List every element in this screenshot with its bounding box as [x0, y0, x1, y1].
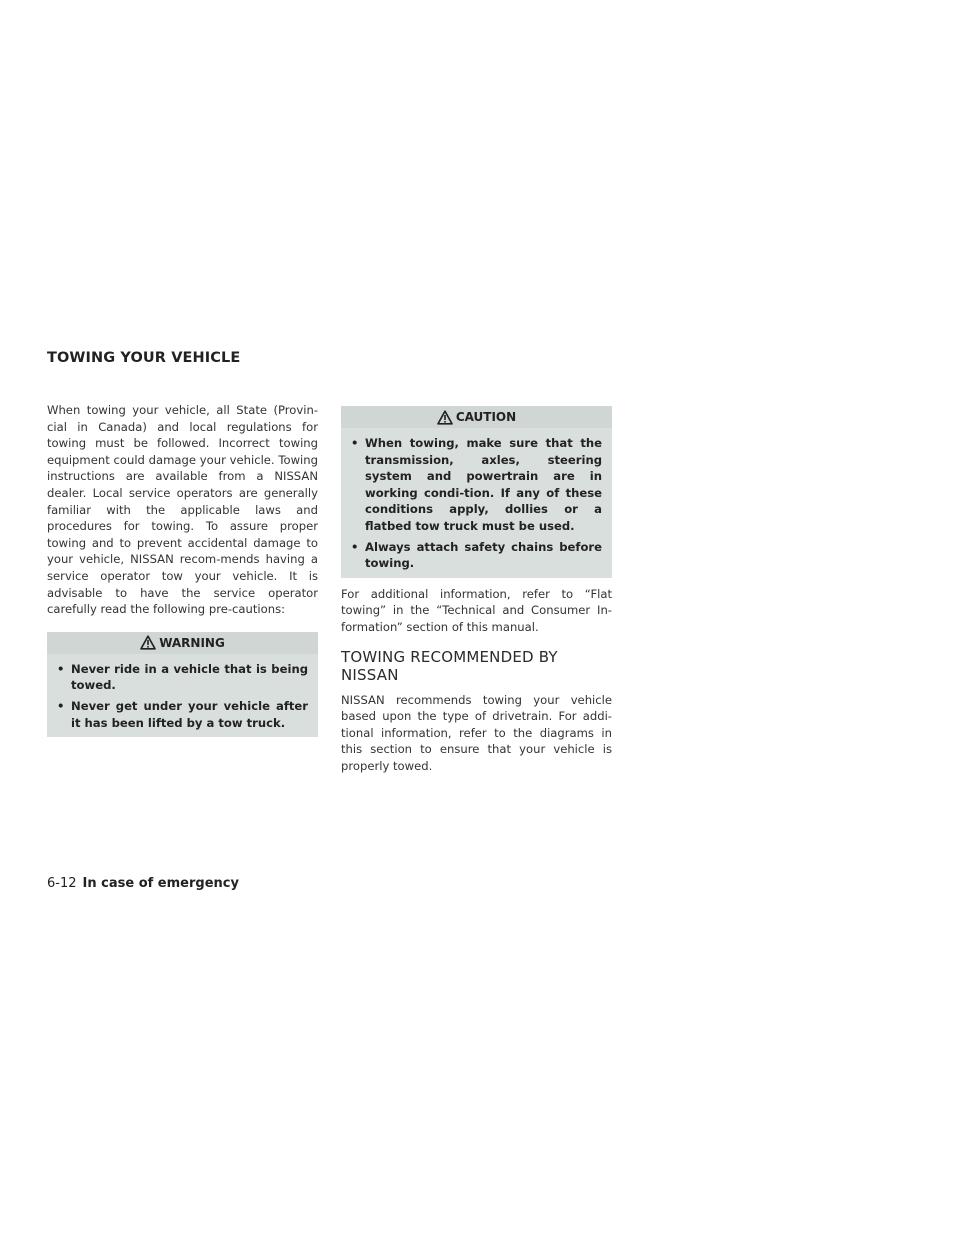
- list-item: [351, 539, 602, 572]
- caution-item-text: When towing, make sure that the transmission, axles, steering system and powertrain are in working condi-tion. If any of these conditions apply, dollies or a flatbed tow truck must be used.: [365, 436, 602, 533]
- bullet: •: [57, 698, 65, 713]
- warning-item-text: Never get under your vehicle after it has been lifted by a tow truck.: [71, 698, 308, 730]
- caution-item-text: Always attach safety chains before towing.: [365, 539, 602, 571]
- warning-box: [47, 632, 318, 737]
- list-item: [351, 435, 602, 535]
- caution-box: [341, 406, 612, 578]
- warning-header: [47, 632, 318, 654]
- page-number: 6-12: [47, 876, 77, 891]
- intro-paragraph: When towing your vehicle, all State (Provin-cial in Canada) and local regulations for towing must be followed. Incorrect towing equipment could damage your vehicle. Towing instructions are available from a NISSAN dealer. Local service operators are generally familiar with the applicable laws and procedures for towing. To assure proper towing and to prevent accidental damage to your vehicle, NISSAN recom-mends having a service operator tow your vehicle. It is advisable to have the service operator carefully read the following pre-cautions:: [47, 403, 318, 617]
- warning-triangle-icon: [140, 635, 156, 650]
- warning-list: [47, 654, 318, 731]
- warning-title: WARNING: [159, 635, 225, 650]
- warning-triangle-icon: [437, 410, 453, 425]
- additional-info-paragraph: For additional information, refer to “Flat towing” in the “Technical and Consumer In-formation” section of this manual.: [341, 586, 612, 634]
- caution-title: CAUTION: [455, 410, 517, 424]
- page-footer: [47, 876, 239, 891]
- section-heading: TOWING YOUR VEHICLE: [47, 350, 241, 366]
- towing-recommended-subheading: TOWING RECOMMENDED BY NISSAN: [341, 647, 558, 684]
- warning-item-text: Never ride in a vehicle that is being towed.: [71, 661, 308, 693]
- bullet: •: [351, 539, 359, 554]
- left-column: [47, 402, 318, 737]
- recommend-paragraph: NISSAN recommends towing your vehicle based upon the type of drivetrain. For addi-tional information, refer to the diagrams in this section to ensure that your vehicle is properly towed.: [341, 692, 612, 773]
- caution-list: [341, 428, 612, 572]
- list-item: [57, 698, 308, 731]
- chapter-title: In case of emergency: [82, 876, 239, 891]
- bullet: •: [57, 661, 65, 676]
- caution-header: [341, 406, 612, 428]
- list-item: [57, 661, 308, 694]
- right-column: [341, 406, 612, 775]
- bullet: •: [351, 436, 359, 450]
